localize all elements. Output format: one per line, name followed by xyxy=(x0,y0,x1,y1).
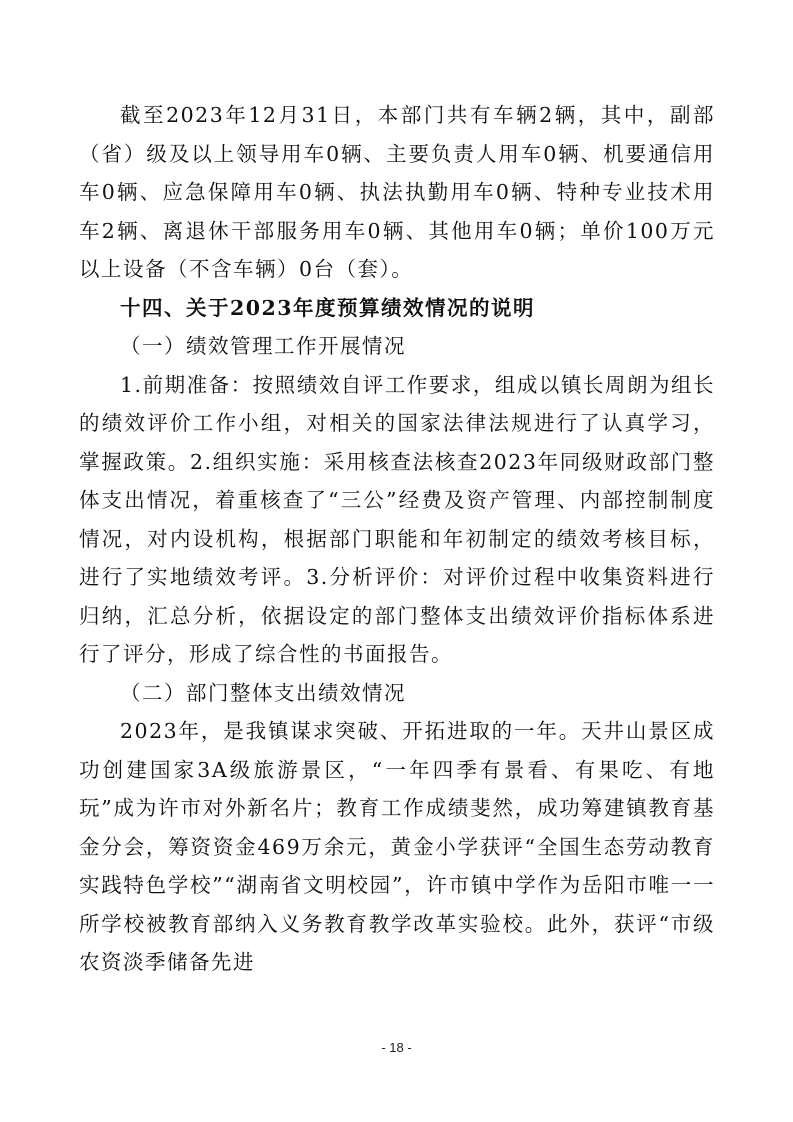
paragraph-overall-performance: 2023年，是我镇谋求突破、开拓进取的一年。天井山景区成功创建国家3A级旅游景区，“一年四季有景看、有果吃、有地玩”成为许市对外新名片；教育工作成绩斐然，成功筹建镇教育基金分会，筹资资金469万余元，黄金小学获评“全国生态劳动教育实践特色学校”“湖南省文明校园”，许市镇中学作为岳阳市唯一一所学校被教育部纳入义务教育教学改革实验校。此外，获评“市级农资淡季储备先进 xyxy=(79,719,715,974)
page-number: - 18 - xyxy=(381,1040,412,1055)
paragraph-performance-management: 1.前期准备：按照绩效自评工作要求，组成以镇长周朗为组长的绩效评价工作小组，对相关的国家法律法规进行了认真学习，掌握政策。2.组织实施：采用核查法核查2023年同级财政部门整体支出情况，着重核查了“三公”经费及资产管理、内部控制制度情况，对内设机构，根据部门职能和年初制定的绩效考核目标，进行了实地绩效考评。3.分析评价：对评价过程中收集资料进行归纳，汇总分析，依据设定的部门整体支出绩效评价指标体系进行了评分，形成了综合性的书面报告。 xyxy=(79,372,715,666)
subsection-heading-1: （一）绩效管理工作开展情况 xyxy=(120,334,406,358)
document-body xyxy=(79,96,715,982)
section-heading: 十四、关于2023年度预算绩效情况的说明 xyxy=(120,295,536,320)
subsection-heading-2: （二）部门整体支出绩效情况 xyxy=(120,680,406,705)
paragraph-vehicles: 截至2023年12月31日，本部门共有车辆2辆，其中，副部（省）级及以上领导用车0辆、主要负责人用车0辆、机要通信用车0辆、应急保障用车0辆、执法执勤用车0辆、特种专业技术用车2辆、离退休干部服务用车0辆、其他用车0辆；单价100万元以上设备（不含车辆）0台（套）。 xyxy=(79,103,715,281)
